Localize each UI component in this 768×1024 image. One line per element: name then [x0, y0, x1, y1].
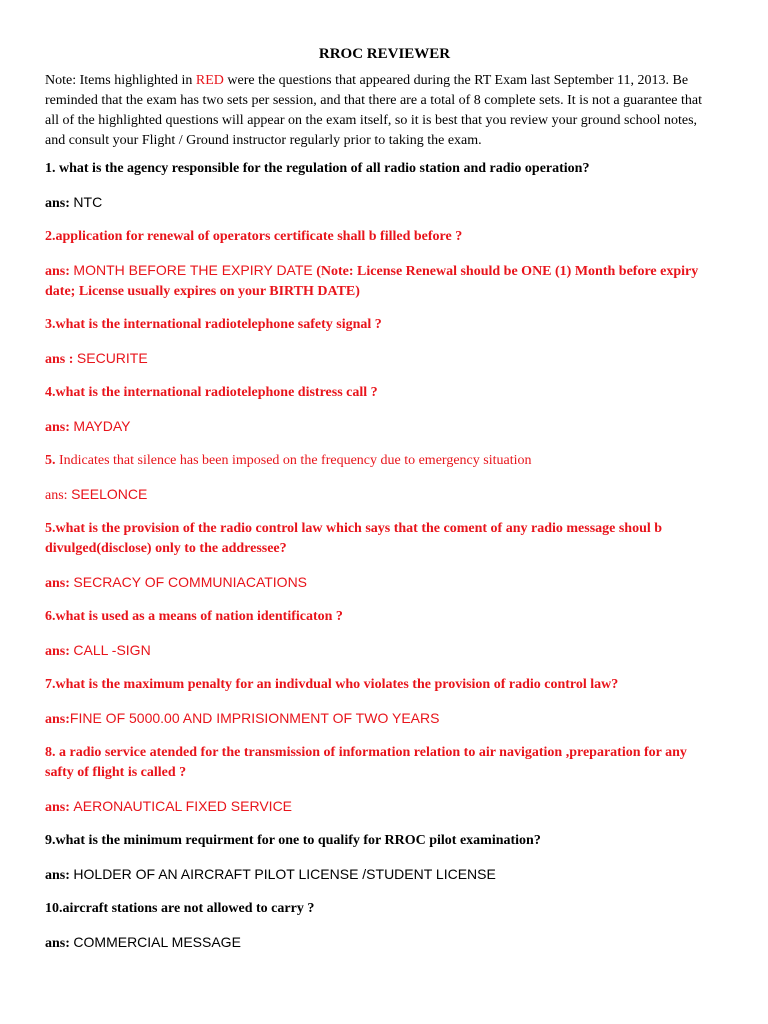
- answer-5b: [45, 572, 718, 594]
- answer-text: NTC: [73, 194, 103, 210]
- note-red-word: RED: [195, 73, 224, 88]
- answer-1: [45, 192, 718, 214]
- answer-text: HOLDER OF AN AIRCRAFT PILOT LICENSE /STUDENT LICENSE: [73, 866, 496, 882]
- answer-prefix: ans:: [45, 488, 68, 503]
- answer-2: [45, 260, 718, 302]
- answer-text: MAYDAY: [73, 418, 131, 434]
- document-title: RROC REVIEWER: [318, 46, 451, 62]
- answer-prefix: ans:: [45, 644, 70, 659]
- answer-prefix: ans:: [45, 868, 70, 883]
- note-rest: were the questions that appeared during the RT Exam last September 11, 2013. Be reminded that the exam has two sets per session, and that there are a total of 8 complete sets. It is not a guarantee that all of the highlighted questions will appear on the exam itself, so it is best that you review your ground school notes, and consult your Flight / Ground instructor regularly prior to taking the exam.: [45, 73, 703, 148]
- question-8: 8. a radio service atended for the transmission of information relation to air navigation ,preparation for any safty of flight is called ?: [45, 745, 687, 780]
- question-1: 1. what is the agency responsible for the regulation of all radio station and radio operation?: [45, 161, 590, 176]
- answer-text: FINE OF 5000.00 AND IMPRISIONMENT OF TWO YEARS: [69, 710, 440, 726]
- answer-7: [45, 708, 718, 730]
- answer-4: [45, 416, 718, 438]
- answer-10: [45, 932, 718, 954]
- answer-8: [45, 796, 718, 818]
- note-paragraph: [45, 71, 718, 151]
- question-5b: 5.what is the provision of the radio control law which says that the coment of any radio message shoul b divulged(disclose) only to the addressee?: [45, 521, 663, 556]
- question-3: 3.what is the international radiotelephone safety signal ?: [45, 317, 382, 332]
- question-number: 5.: [45, 453, 56, 468]
- answer-9: [45, 864, 718, 886]
- answer-5a: [45, 484, 718, 506]
- answer-prefix: ans:: [45, 576, 70, 591]
- answer-prefix: ans:: [45, 936, 70, 951]
- answer-text: CALL -SIGN: [73, 642, 151, 658]
- answer-3: [45, 348, 718, 370]
- answer-text: SECURITE: [76, 350, 148, 366]
- question-9: 9.what is the minimum requirment for one to qualify for RROC pilot examination?: [45, 833, 541, 848]
- question-10: 10.aircraft stations are not allowed to carry ?: [45, 901, 315, 916]
- answer-text: SECRACY OF COMMUNIACATIONS: [73, 574, 308, 590]
- answer-prefix: ans :: [45, 352, 74, 367]
- question-text: Indicates that silence has been imposed on the frequency due to emergency situation: [59, 453, 532, 468]
- question-7: 7.what is the maximum penalty for an indivdual who violates the provision of radio control law?: [45, 677, 619, 692]
- answer-text: AERONAUTICAL FIXED SERVICE: [73, 798, 293, 814]
- answer-note: (Note: License Renewal should be ONE (1) Month before expiry date; License usually expires on your BIRTH DATE): [45, 264, 699, 299]
- answer-text: MONTH BEFORE THE EXPIRY DATE: [73, 262, 313, 278]
- answer-prefix: ans:: [45, 800, 70, 815]
- question-5a: [45, 451, 718, 471]
- answer-prefix: ans:: [45, 196, 70, 211]
- answer-prefix: ans:: [45, 712, 70, 727]
- question-6: 6.what is used as a means of nation identificaton ?: [45, 609, 343, 624]
- question-2: 2.application for renewal of operators certificate shall b filled before ?: [45, 229, 463, 244]
- answer-prefix: ans:: [45, 420, 70, 435]
- note-prefix: Note: Items highlighted in: [45, 73, 196, 88]
- answer-text: COMMERCIAL MESSAGE: [73, 934, 241, 950]
- question-4: 4.what is the international radiotelephone distress call ?: [45, 385, 378, 400]
- answer-text: SEELONCE: [71, 486, 148, 502]
- answer-prefix: ans:: [45, 264, 70, 279]
- answer-6: [45, 640, 718, 662]
